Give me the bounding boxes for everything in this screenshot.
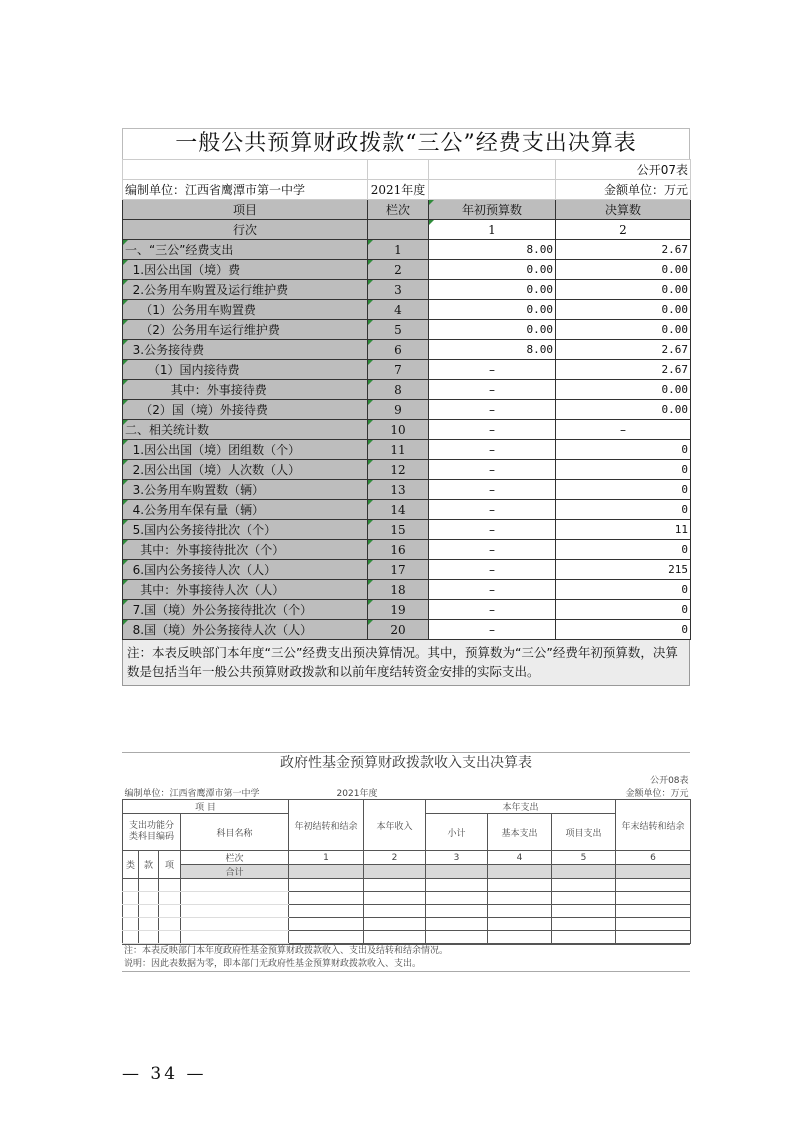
table-row bbox=[123, 540, 691, 560]
table2-grid bbox=[122, 773, 691, 944]
row-final: 0.00 bbox=[556, 320, 691, 340]
table2-col-3: 3 bbox=[426, 851, 488, 865]
table2-empty-row bbox=[123, 918, 691, 931]
row-col: 14 bbox=[368, 500, 429, 520]
empty-cell bbox=[488, 931, 552, 944]
table2-title: 政府性基金预算财政拨款收入支出决算表 bbox=[122, 752, 690, 773]
row-item: 二、相关统计数 bbox=[123, 420, 368, 440]
row-final: 0 bbox=[556, 580, 691, 600]
empty-cell bbox=[364, 931, 426, 944]
table2-header-small: 小计 bbox=[426, 814, 488, 851]
empty-cell bbox=[123, 892, 139, 905]
empty-cell bbox=[364, 879, 426, 892]
table2-year: 2021年度 bbox=[336, 789, 378, 799]
table-row bbox=[123, 560, 691, 580]
empty-cell bbox=[181, 905, 289, 918]
table2-code: 公开08表 bbox=[650, 776, 689, 786]
table1-title: 一般公共预算财政拨款“三公”经费支出决算表 bbox=[122, 128, 690, 159]
row-final: 0 bbox=[556, 620, 691, 640]
table2-empty-row bbox=[123, 892, 691, 905]
row-col: 18 bbox=[368, 580, 429, 600]
table-row bbox=[123, 500, 691, 520]
empty-cell bbox=[123, 931, 139, 944]
table2-empty-row bbox=[123, 879, 691, 892]
row-final: 0 bbox=[556, 480, 691, 500]
empty-cell bbox=[181, 892, 289, 905]
row-col: 8 bbox=[368, 380, 429, 400]
row-item: 2.因公出国（境）人次数（人） bbox=[123, 460, 368, 480]
row-budget: – bbox=[429, 380, 556, 400]
row-col: 15 bbox=[368, 520, 429, 540]
row-item: 其中：外事接待批次（个） bbox=[123, 540, 368, 560]
row-item: （2）公务用车运行维护费 bbox=[123, 320, 368, 340]
row-item: 4.公务用车保有量（辆） bbox=[123, 500, 368, 520]
table2-header-expense: 本年支出 bbox=[426, 800, 616, 814]
row-final: 0 bbox=[556, 540, 691, 560]
row-final: 0.00 bbox=[556, 300, 691, 320]
empty-cell bbox=[289, 931, 364, 944]
row-final: 0.00 bbox=[556, 280, 691, 300]
empty-cell bbox=[552, 892, 616, 905]
row-item: 其中：外事接待费 bbox=[123, 380, 368, 400]
empty-cell bbox=[159, 931, 181, 944]
table-row bbox=[123, 300, 691, 320]
empty-cell bbox=[552, 918, 616, 931]
row-item: 3.公务接待费 bbox=[123, 340, 368, 360]
table-row bbox=[123, 380, 691, 400]
row-budget: – bbox=[429, 480, 556, 500]
row-budget: 0.00 bbox=[429, 320, 556, 340]
table2-sub-item: 项 bbox=[159, 851, 181, 879]
page-number: — 34 — bbox=[122, 1064, 207, 1084]
empty-cell bbox=[616, 931, 691, 944]
row-final: 2.67 bbox=[556, 340, 691, 360]
empty-cell bbox=[616, 892, 691, 905]
empty-cell bbox=[139, 879, 159, 892]
header-budget: 年初预算数 bbox=[429, 200, 556, 220]
header-col: 栏次 bbox=[368, 200, 429, 220]
row-col: 7 bbox=[368, 360, 429, 380]
row-col: 5 bbox=[368, 320, 429, 340]
row-col: 4 bbox=[368, 300, 429, 320]
table-row bbox=[123, 340, 691, 360]
empty-cell bbox=[123, 905, 139, 918]
row-budget: – bbox=[429, 360, 556, 380]
empty-cell bbox=[364, 892, 426, 905]
col-index-budget: 1 bbox=[429, 220, 556, 240]
empty-cell bbox=[426, 931, 488, 944]
empty-cell bbox=[139, 931, 159, 944]
empty-cell bbox=[159, 892, 181, 905]
table-row bbox=[123, 620, 691, 640]
table1-amount-unit: 金额单位：万元 bbox=[556, 180, 691, 200]
row-item: （2）国（境）外接待费 bbox=[123, 400, 368, 420]
row-budget: – bbox=[429, 620, 556, 640]
table2-note-1: 注：本表反映部门本年度政府性基金预算财政拨款收入、支出及结转和结余情况。 bbox=[122, 944, 690, 958]
row-final: – bbox=[556, 420, 691, 440]
table-row bbox=[123, 440, 691, 460]
row-budget: 8.00 bbox=[429, 240, 556, 260]
empty-cell bbox=[488, 892, 552, 905]
empty-cell bbox=[181, 931, 289, 944]
row-col: 17 bbox=[368, 560, 429, 580]
table2-header-func-code: 支出功能分类科目编码 bbox=[123, 814, 181, 851]
row-col: 20 bbox=[368, 620, 429, 640]
row-final: 0.00 bbox=[556, 380, 691, 400]
empty-cell bbox=[552, 905, 616, 918]
table2-header-basic: 基本支出 bbox=[488, 814, 552, 851]
empty-cell bbox=[426, 892, 488, 905]
empty-cell bbox=[289, 918, 364, 931]
row-item: 其中：外事接待人次（人） bbox=[123, 580, 368, 600]
table2-header-end: 年末结转和结余 bbox=[616, 800, 691, 851]
table-row bbox=[123, 580, 691, 600]
empty-cell bbox=[159, 905, 181, 918]
table-row bbox=[123, 320, 691, 340]
row-budget: – bbox=[429, 420, 556, 440]
row-col: 16 bbox=[368, 540, 429, 560]
empty-cell bbox=[181, 879, 289, 892]
empty-cell bbox=[488, 918, 552, 931]
table2-total-label: 合计 bbox=[181, 865, 289, 879]
row-item: 7.国（境）外公务接待批次（个） bbox=[123, 600, 368, 620]
row-col: 6 bbox=[368, 340, 429, 360]
table-row bbox=[123, 480, 691, 500]
empty-cell bbox=[426, 918, 488, 931]
table2-col-label: 栏次 bbox=[181, 851, 289, 865]
col-index-final: 2 bbox=[556, 220, 691, 240]
row-budget: – bbox=[429, 440, 556, 460]
table2-header-begin: 年初结转和结余 bbox=[289, 800, 364, 851]
table2-sub-section: 款 bbox=[139, 851, 159, 879]
row-item: （1）国内接待费 bbox=[123, 360, 368, 380]
row-budget: 0.00 bbox=[429, 300, 556, 320]
row-item: 8.国（境）外公务接待人次（人） bbox=[123, 620, 368, 640]
header-item: 项目 bbox=[123, 200, 368, 220]
empty-cell bbox=[552, 879, 616, 892]
row-col: 9 bbox=[368, 400, 429, 420]
empty-cell bbox=[426, 905, 488, 918]
empty-cell bbox=[488, 905, 552, 918]
table-row bbox=[123, 260, 691, 280]
row-final: 0 bbox=[556, 600, 691, 620]
row-budget: 0.00 bbox=[429, 280, 556, 300]
row-col: 11 bbox=[368, 440, 429, 460]
table1-year: 2021年度 bbox=[368, 180, 429, 200]
table1-body bbox=[123, 240, 691, 640]
empty-cell bbox=[616, 879, 691, 892]
table1-code: 公开07表 bbox=[556, 160, 691, 180]
table2-header-subject: 科目名称 bbox=[181, 814, 289, 851]
table2-sub-kind: 类 bbox=[123, 851, 139, 879]
empty-cell bbox=[159, 918, 181, 931]
empty-cell bbox=[364, 905, 426, 918]
row-budget: – bbox=[429, 460, 556, 480]
row-budget: – bbox=[429, 560, 556, 580]
row-col: 1 bbox=[368, 240, 429, 260]
row-label: 行次 bbox=[123, 220, 368, 240]
empty-cell bbox=[616, 918, 691, 931]
empty-cell bbox=[289, 879, 364, 892]
row-final: 11 bbox=[556, 520, 691, 540]
empty-cell bbox=[181, 918, 289, 931]
table2-header-project: 项目支出 bbox=[552, 814, 616, 851]
table2-empty-row bbox=[123, 905, 691, 918]
empty-cell bbox=[139, 905, 159, 918]
row-budget: – bbox=[429, 520, 556, 540]
empty-cell bbox=[552, 931, 616, 944]
empty-cell bbox=[139, 918, 159, 931]
row-col: 19 bbox=[368, 600, 429, 620]
table-row bbox=[123, 460, 691, 480]
row-col: 3 bbox=[368, 280, 429, 300]
table1-grid bbox=[122, 159, 691, 640]
table-row bbox=[123, 600, 691, 620]
row-item: 6.国内公务接待人次（人） bbox=[123, 560, 368, 580]
row-budget: – bbox=[429, 600, 556, 620]
table2-amount-unit: 金额单位：万元 bbox=[625, 789, 689, 799]
table-row bbox=[123, 400, 691, 420]
table2-blank-rows bbox=[123, 879, 691, 944]
empty-cell bbox=[289, 905, 364, 918]
row-item: 2.公务用车购置及运行维护费 bbox=[123, 280, 368, 300]
row-item: 1.因公出国（境）团组数（个） bbox=[123, 440, 368, 460]
table2-col-5: 5 bbox=[552, 851, 616, 865]
table1-unit-org: 编制单位：江西省鹰潭市第一中学 bbox=[123, 180, 368, 200]
empty-cell bbox=[616, 905, 691, 918]
row-col: 10 bbox=[368, 420, 429, 440]
table2-header-income: 本年收入 bbox=[364, 800, 426, 851]
row-budget: 0.00 bbox=[429, 260, 556, 280]
row-item: 1.因公出国（境）费 bbox=[123, 260, 368, 280]
row-col: 12 bbox=[368, 460, 429, 480]
row-item: （1）公务用车购置费 bbox=[123, 300, 368, 320]
row-final: 2.67 bbox=[556, 240, 691, 260]
empty-cell bbox=[123, 918, 139, 931]
table2-col-1: 1 bbox=[289, 851, 364, 865]
table1-note: 注：本表反映部门本年度“三公”经费支出预决算情况。其中，预算数为“三公”经费年初预算数，决算数是包括当年一般公共预算财政拨款和以前年度结转资金安排的实际支出。 bbox=[122, 640, 690, 686]
gov-fund-table bbox=[122, 752, 690, 972]
row-item: 5.国内公务接待批次（个） bbox=[123, 520, 368, 540]
table2-note-2: 说明：因此表数据为零，即本部门无政府性基金预算财政拨款收入、支出。 bbox=[122, 958, 690, 972]
table-row bbox=[123, 360, 691, 380]
empty-cell bbox=[139, 892, 159, 905]
empty-cell bbox=[159, 879, 181, 892]
table2-empty-row bbox=[123, 931, 691, 944]
header-final: 决算数 bbox=[556, 200, 691, 220]
empty-cell bbox=[488, 879, 552, 892]
table2-col-4: 4 bbox=[488, 851, 552, 865]
row-budget: – bbox=[429, 400, 556, 420]
row-item: 一、“三公”经费支出 bbox=[123, 240, 368, 260]
row-final: 2.67 bbox=[556, 360, 691, 380]
table2-header-item: 项 目 bbox=[123, 800, 289, 814]
row-final: 0.00 bbox=[556, 400, 691, 420]
table-row bbox=[123, 280, 691, 300]
row-final: 0.00 bbox=[556, 260, 691, 280]
row-budget: – bbox=[429, 580, 556, 600]
row-final: 0 bbox=[556, 460, 691, 480]
three-public-expenses-table bbox=[122, 128, 690, 686]
table-row bbox=[123, 420, 691, 440]
table-row bbox=[123, 520, 691, 540]
row-final: 215 bbox=[556, 560, 691, 580]
table2-col-2: 2 bbox=[364, 851, 426, 865]
row-final: 0 bbox=[556, 500, 691, 520]
empty-cell bbox=[364, 918, 426, 931]
empty-cell bbox=[289, 892, 364, 905]
row-final: 0 bbox=[556, 440, 691, 460]
table2-unit-org: 编制单位：江西省鹰潭市第一中学 bbox=[124, 789, 260, 799]
table2-col-6: 6 bbox=[616, 851, 691, 865]
empty-cell bbox=[426, 879, 488, 892]
row-budget: – bbox=[429, 540, 556, 560]
row-budget: – bbox=[429, 500, 556, 520]
row-col: 13 bbox=[368, 480, 429, 500]
empty-cell bbox=[123, 879, 139, 892]
row-item: 3.公务用车购置数（辆） bbox=[123, 480, 368, 500]
row-budget: 8.00 bbox=[429, 340, 556, 360]
row-col: 2 bbox=[368, 260, 429, 280]
table-row bbox=[123, 240, 691, 260]
